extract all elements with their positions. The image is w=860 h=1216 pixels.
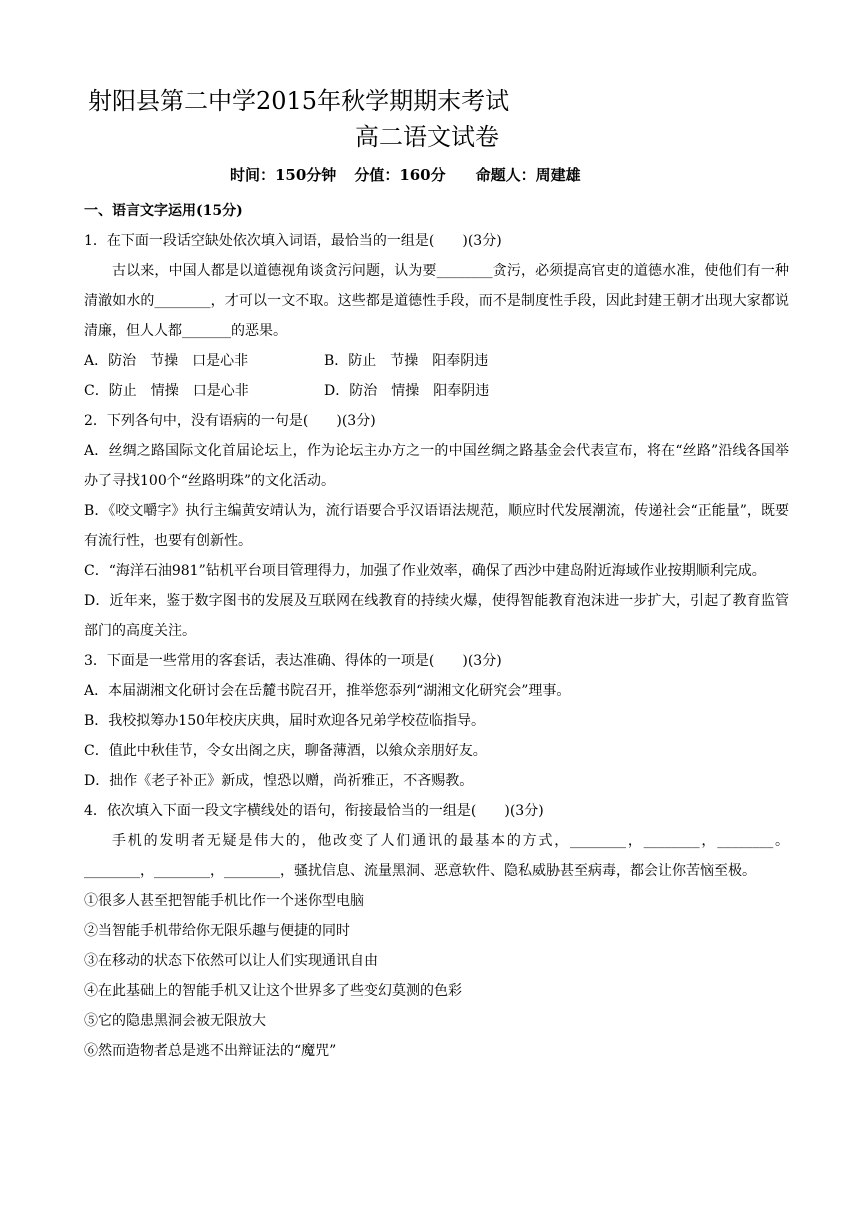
question-1-option-d: D．防治 情操 阳奉阴违: [324, 383, 490, 399]
question-1-options-row2: [84, 376, 789, 406]
question-1-option-a: A．防治 节操 口是心非: [84, 353, 249, 369]
question-4-item: ①很多人甚至把智能手机比作一个迷你型电脑: [84, 893, 364, 909]
question-4-item: ②当智能手机带给你无限乐趣与便捷的同时: [84, 923, 350, 939]
question-4-stem: 4．依次填入下面一段文字横线处的语句，衔接最恰当的一组是( )(3分): [84, 803, 544, 819]
question-3-stem: 3．下面是一些常用的客套话，表达准确、得体的一项是( )(3分): [84, 653, 502, 669]
section-heading: 一、语言文字运用(15分): [84, 203, 243, 219]
exam-author: 命题人：周建雄: [475, 166, 581, 184]
question-4-item: ⑤它的隐患黑洞会被无限放大: [84, 1013, 266, 1029]
question-3-option-a: A．本届湖湘文化研讨会在岳麓书院召开，推举您忝列“湖湘文化研究会”理事。: [84, 683, 571, 699]
question-2-option-c: C．“海洋石油981”钻机平台项目管理得力，加强了作业效率，确保了西沙中建岛附近海域作业按期顺利完成。: [84, 563, 766, 579]
exam-score: 分值：160分: [354, 166, 446, 184]
exam-meta: [230, 165, 581, 185]
question-2-option-b: B．《咬文嚼字》执行主编黄安靖认为，流行语要合乎汉语语法规范，顺应时代发展潮流，传递社会“正能量”，既要有流行性，也要有创新性。: [84, 503, 789, 549]
question-4-passage: 手机的发明者无疑是伟大的，他改变了人们通讯的最基本的方式，________，________，________。________，________，________，骚扰信息、流量黑洞、恶意软件、隐私威胁甚至病毒，都会让你苦恼至极。: [84, 833, 789, 879]
paper-title: 高二语文试卷: [355, 123, 499, 151]
question-1-options-row1: [84, 346, 789, 376]
question-4-item: ③在移动的状态下依然可以让人们实现通讯自由: [84, 953, 378, 969]
question-1-option-b: B．防止 节操 阳奉阴违: [324, 353, 489, 369]
question-3-option-b: B．我校拟筹办150年校庆庆典，届时欢迎各兄弟学校莅临指导。: [84, 713, 486, 729]
question-3-option-c: C．值此中秋佳节，令女出阁之庆，聊备薄酒，以飨众亲朋好友。: [84, 743, 487, 759]
school-exam-title: 射阳县第二中学2015年秋学期期末考试: [88, 87, 510, 115]
question-1-stem: 1．在下面一段话空缺处依次填入词语，最恰当的一组是( )(3分): [84, 233, 502, 249]
question-1-passage: 古以来，中国人都是以道德视角谈贪污问题，认为要________贪污，必须提高官吏的道德水准，使他们有一种清澈如水的________，才可以一文不取。这些都是道德性手段，而不是制度性手段，因此封建王朝才出现大家都说清廉，但人人都_______的恶果。: [84, 263, 789, 339]
question-4-item: ④在此基础上的智能手机又让这个世界多了些变幻莫测的色彩: [84, 983, 462, 999]
question-2-option-a: A．丝绸之路国际文化首届论坛上，作为论坛主办方之一的中国丝绸之路基金会代表宣布，将在“丝路”沿线各国举办了寻找100个“丝路明珠”的文化活动。: [84, 443, 789, 489]
question-3-option-d: D．拙作《老子补正》新成，惶恐以赠，尚祈雅正，不吝赐教。: [84, 773, 474, 789]
question-2-option-d: D．近年来，鉴于数字图书的发展及互联网在线教育的持续火爆，使得智能教育泡沫进一步扩大，引起了教育监管部门的高度关注。: [84, 593, 789, 639]
exam-time: 时间：150分钟: [230, 166, 337, 184]
question-1-option-c: C．防止 情操 口是心非: [84, 383, 249, 399]
question-2-stem: 2．下列各句中，没有语病的一句是( )(3分): [84, 413, 376, 429]
exam-body: [84, 196, 789, 1066]
question-4-item: ⑥然而造物者总是逃不出辩证法的“魔咒”: [84, 1043, 337, 1059]
